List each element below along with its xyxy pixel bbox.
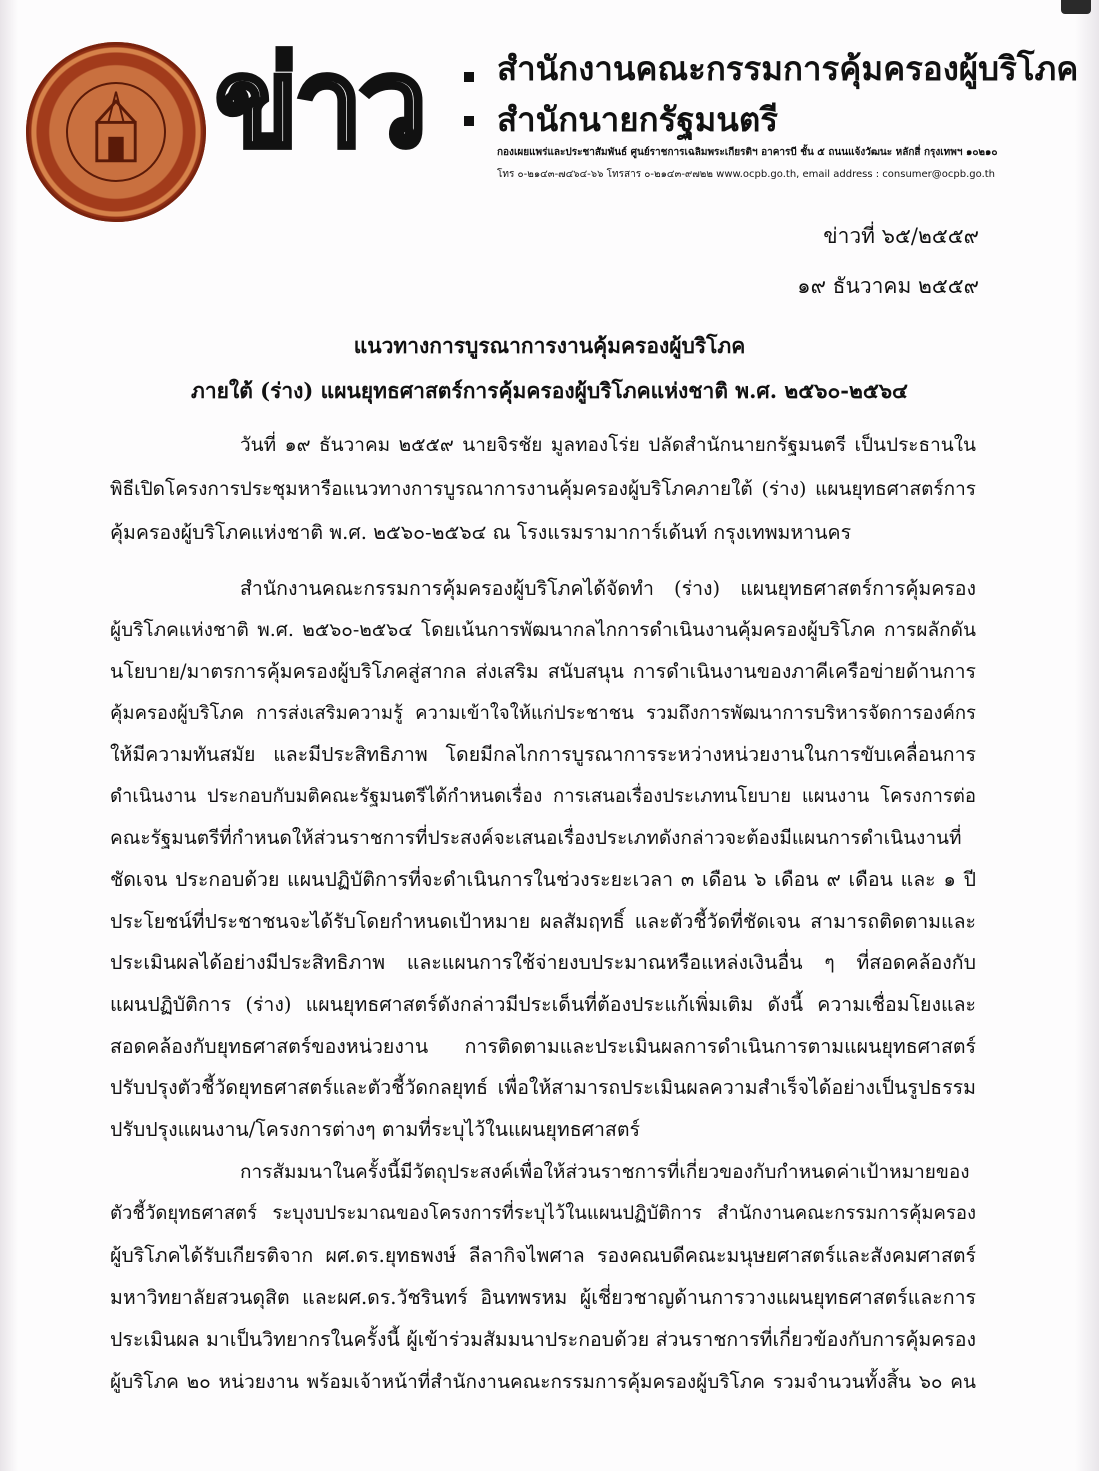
masthead-colon xyxy=(462,72,476,152)
news-number: ข่าวที่ ๖๕/๒๕๕๙ xyxy=(823,224,979,248)
seal-emblem-icon xyxy=(66,82,166,182)
news-date: ๑๙ ธันวาคม ๒๕๕๙ xyxy=(797,274,979,298)
paragraph-line: คุ้มครองผู้บริโภค การส่งเสริมความรู้ ความเข้าใจให้แก่ประชาชน รวมถึงการพัฒนาการบริหารจัดการองค์กร xyxy=(110,702,976,724)
paragraph-line: แผนปฏิบัติการ (ร่าง) แผนยุทธศาสตร์ดังกล่าวมีประเด็นที่ต้องประแก้เพิ่มเติม ดังนี้ ความเชื่อมโยงและ xyxy=(110,992,976,1016)
headline-line-1: แนวทางการบูรณาการงานคุ้มครองผู้บริโภค xyxy=(353,333,746,358)
ocpb-seal-logo xyxy=(26,42,206,222)
paragraph-line: ตัวชี้วัดยุทธศาสตร์ ระบุงบประมาณของโครงการที่ระบุไว้ในแผนปฏิบัติการ สำนักงานคณะกรรมการคุ้มครอง xyxy=(110,1203,976,1224)
paragraph-line: การสัมมนาในครั้งนี้มีวัตถุประสงค์เพื่อให้ส่วนราชการที่เกี่ยวของกับกำหนดค่าเป้าหมายของ xyxy=(240,1161,970,1183)
paragraph-line: ผู้บริโภคได้รับเกียรติจาก ผศ.ดร.ยุทธพงษ์ ลีลากิจไพศาล รองคณบดีคณะมนุษยศาสตร์และสังคมศาสตร์ xyxy=(110,1244,976,1267)
paragraph-line: ผู้บริโภค ๒๐ หน่วยงาน พร้อมเจ้าหน้าที่สำนักงานคณะกรรมการคุ้มครองผู้บริโภค รวมจำนวนทั้งสิ้น ๖๐ คน xyxy=(110,1371,976,1393)
paragraph-3 xyxy=(110,1151,976,1403)
paragraph-line: พิธีเปิดโครงการประชุมหารือแนวทางการบูรณาการงานคุ้มครองผู้บริโภคภายใต้ (ร่าง) แผนยุทธศาสตร์การ xyxy=(110,478,976,500)
paragraph-line: ชัดเจน ประกอบด้วย แผนปฏิบัติการที่จะดำเนินการในช่วงระยะเวลา ๓ เดือน ๖ เดือน ๙ เดือน และ ๑ ปี xyxy=(110,868,976,892)
address-line: กองเผยแพร่และประชาสัมพันธ์ ศูนย์ราชการเฉลิมพระเกียรติฯ อาคารบี ชั้น ๕ ถนนแจ้งวัฒนะ หลักสี่ กรุงเทพฯ ๑๐๒๑๐ xyxy=(497,147,998,158)
paragraph-line: ประโยชน์ที่ประชาชนจะได้รับโดยกำหนดเป้าหมาย ผลสัมฤทธิ์ และตัวชี้วัดที่ชัดเจน สามารถติดตามและ xyxy=(110,909,976,933)
paragraph-line: ประเมินผล มาเป็นวิทยากรในครั้งนี้ ผู้เข้าร่วมสัมมนาประกอบด้วย ส่วนราชการที่เกี่ยวข้องกับการคุ้มครอง xyxy=(110,1328,976,1351)
paragraph-line: ประเมินผลได้อย่างมีประสิทธิภาพ และแผนการใช้จ่ายงบประมาณหรือแหล่งเงินอื่น ๆ ที่สอดคล้องกับ xyxy=(110,951,976,975)
news-masthead-word: ข่าว xyxy=(215,32,424,174)
paragraph-line: นโยบาย/มาตรการคุ้มครองผู้บริโภคสู่สากล ส่งเสริม สนับสนุน การดำเนินงานของภาคีเครือข่ายด้านการ xyxy=(110,660,976,684)
paragraph-line: สำนักงานคณะกรรมการคุ้มครองผู้บริโภคได้จัดทำ (ร่าง) แผนยุทธศาสตร์การคุ้มครอง xyxy=(240,577,976,600)
paragraph-line: คณะรัฐมนตรีที่กำหนดให้ส่วนราชการที่ประสงค์จะเสนอเรื่องประเภทดังกล่าวจะต้องมีแผนการดำเนินงานที่ xyxy=(110,826,962,849)
paragraph-line: วันที่ ๑๙ ธันวาคม ๒๕๕๙ นายจิรชัย มูลทองโร่ย ปลัดสำนักนายกรัฐมนตรี เป็นประธานใน xyxy=(240,434,976,456)
paragraph-line: มหาวิทยาลัยสวนดุสิต และผศ.ดร.วัชรินทร์ อินทพรหม ผู้เชี่ยวชาญด้านการวางแผนยุทธศาสตร์และการ xyxy=(110,1286,976,1309)
paragraph-line: สอดคล้องกับยุทธศาสตร์ของหน่วยงาน การติดตามและประเมินผลการดำเนินการตามแผนยุทธศาสตร์ xyxy=(110,1034,976,1058)
paragraph-2 xyxy=(110,568,976,1150)
paragraph-line: ปรับปรุงแผนงาน/โครงการต่างๆ ตามที่ระบุไว้ในแผนยุทธศาสตร์ xyxy=(110,1117,640,1141)
paragraph-line: ให้มีความทันสมัย และมีประสิทธิภาพ โดยมีกลไกการบูรณาการระหว่างหน่วยงานในการขับเคลื่อนการ xyxy=(110,743,976,767)
headline-line-2: ภายใต้ (ร่าง) แผนยุทธศาสตร์การคุ้มครองผู้บริโภคแห่งชาติ พ.ศ. ๒๕๖๐-๒๕๖๔ xyxy=(191,378,908,403)
agency-parent: สำนักนายกรัฐมนตรี xyxy=(497,100,779,139)
paragraph-1 xyxy=(110,423,976,555)
corner-mark xyxy=(1061,0,1091,14)
paragraph-line: ผู้บริโภคแห่งชาติ พ.ศ. ๒๕๖๐-๒๕๖๔ โดยเน้นการพัฒนากลไกการดำเนินงานคุ้มครองผู้บริโภค การผลักดัน xyxy=(110,618,976,641)
agency-name: สำนักงานคณะกรรมการคุ้มครองผู้บริโภค xyxy=(497,49,1079,88)
contact-line: โทร ๐-๒๑๔๓-๗๔๖๔-๖๖ โทรสาร ๐-๒๑๔๓-๙๗๒๒ www.ocpb.go.th, email address : consumer@ocpb.go.th xyxy=(497,169,996,180)
paragraph-line: ปรับปรุงตัวชี้วัดยุทธศาสตร์และตัวชี้วัดกลยุทธ์ เพื่อให้สามารถประเมินผลความสำเร็จได้อย่างเป็นรูปธรรม xyxy=(110,1076,976,1100)
paragraph-line: ดำเนินงาน ประกอบกับมติคณะรัฐมนตรีได้กำหนดเรื่อง การเสนอเรื่องประเภทนโยบาย แผนงาน โครงการต่อ xyxy=(110,785,976,807)
paragraph-line: คุ้มครองผู้บริโภคแห่งชาติ พ.ศ. ๒๕๖๐-๒๕๖๔ ณ โรงแรมรามาการ์เด้นท์ กรุงเทพมหานคร xyxy=(110,521,852,544)
